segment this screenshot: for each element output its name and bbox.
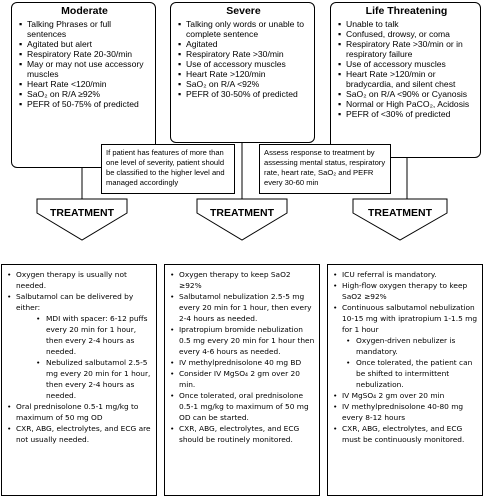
nebulization-notes-list <box>342 335 478 390</box>
list-item: ▪ Use of accessory muscles <box>338 59 475 69</box>
list-item: ▪ Unable to talk <box>338 19 475 29</box>
list-item: ▪ Confused, drowsy, or coma <box>338 29 475 39</box>
list-item: • High-flow oxygen therapy to keep SaO2 ≥92% <box>332 280 478 302</box>
list-item: • Oral prednisolone 0.5-1 mg/kg to maximum of 50 mg OD <box>6 401 152 423</box>
treatment-label-moderate: TREATMENT <box>50 207 114 219</box>
list-item: ▪ Talking Phrases or full sentences <box>19 19 150 39</box>
list-item: • MDI with spacer: 6-12 puffs every 20 min for 1 hour, then every 2-4 hours as needed. <box>16 313 152 357</box>
moderate-treatment-box <box>1 264 157 496</box>
treatment-label-life-threatening: TREATMENT <box>368 207 432 219</box>
list-item-text: Salbutamol can be delivered by either: <box>16 292 134 312</box>
life-threatening-treatment-list <box>332 269 478 445</box>
moderate-title: Moderate <box>61 5 108 17</box>
classification-note-box <box>101 144 235 194</box>
list-item: ▪ Heart Rate <120/min <box>19 79 150 89</box>
arrow-shape-moderate <box>37 199 127 240</box>
list-item: ▪ SaO₂ on R/A <92% <box>178 79 309 89</box>
list-item: ▪ PEFR of 50-75% of predicted <box>19 99 150 109</box>
list-item: ▪ Respiratory Rate >30/min or in respiratory failure <box>338 39 475 59</box>
arrow-shape-life <box>353 199 447 240</box>
severe-title: Severe <box>226 5 261 17</box>
list-item: • CXR, ABG, electrolytes, and ECG should be routinely monitored. <box>169 423 315 445</box>
list-item: • Once tolerated, oral prednisolone 0.5-1 mg/kg to maximum of 50 mg OD can be started. <box>169 390 315 423</box>
list-item: ▪ Normal or High PaCO₂, Acidosis <box>338 99 475 109</box>
list-item: • Consider IV MgSO₄ 2 gm over 20 min. <box>169 368 315 390</box>
list-item: ▪ Agitated but alert <box>19 39 150 49</box>
list-item: • Oxygen-driven nebulizer is mandatory. <box>342 335 478 357</box>
list-item: • Nebulized salbutamol 2.5-5 mg every 20 min for 1 hour, then every 2-4 hours as needed. <box>16 357 152 401</box>
list-item: • CXR, ABG, electrolytes, and ECG must be continuously monitored. <box>332 423 478 445</box>
list-item: ▪ SaO₂ on R/A ≥92% <box>19 89 150 99</box>
list-item: • IV methylprednisolone 40 mg BD <box>169 357 315 368</box>
life-threatening-title: Life Threatening <box>365 5 448 17</box>
list-item: • Oxygen therapy is usually not needed. <box>6 269 152 291</box>
moderate-criteria-list <box>19 19 150 109</box>
list-item <box>6 291 152 401</box>
severe-treatment-box <box>164 264 320 496</box>
severe-treatment-list <box>169 269 315 445</box>
list-item: ▪ Talking only words or unable to complete sentence <box>178 19 309 39</box>
list-item: • CXR, ABG, electrolytes, and ECG are not usually needed. <box>6 423 152 445</box>
list-item <box>332 302 478 390</box>
list-item: • Oxygen therapy to keep SaO2 ≥92% <box>169 269 315 291</box>
assessment-note-box <box>259 144 391 194</box>
list-item: • Salbutamol nebulization 2.5-5 mg every 20 min for 1 hour, then every 2-4 hours as needed. <box>169 291 315 324</box>
list-item-text: Continuous salbutamol nebulization 10-15 mg with ipratropium 1-1.5 mg for 1 hour <box>342 303 478 334</box>
list-item: ▪ Heart Rate >120/min or bradycardia, and silent chest <box>338 69 475 89</box>
moderate-treatment-list <box>6 269 152 445</box>
life-threatening-criteria-list <box>338 19 475 119</box>
list-item: ▪ Respiratory Rate 20-30/min <box>19 49 150 59</box>
arrow-shape-severe <box>197 199 287 240</box>
list-item: ▪ Use of accessory muscles <box>178 59 309 69</box>
list-item: ▪ SaO₂ on R/A <90% or Cyanosis <box>338 89 475 99</box>
life-threatening-treatment-box <box>327 264 483 496</box>
list-item: • IV methylprednisolone 40-80 mg every 8-12 hours <box>332 401 478 423</box>
list-item: ▪ PEFR of 30-50% of predicted <box>178 89 309 99</box>
list-item: ▪ PEFR of <30% of predicted <box>338 109 475 119</box>
list-item: ▪ Heart Rate >120/min <box>178 69 309 79</box>
list-item: ▪ Agitated <box>178 39 309 49</box>
list-item: • IV MgSO₄ 2 gm over 20 min <box>332 390 478 401</box>
list-item: • Once tolerated, the patient can be shifted to intermittent nebulization. <box>342 357 478 390</box>
severe-criteria-list <box>178 19 309 99</box>
severe-severity-box <box>170 2 315 143</box>
salbutamol-options-list <box>16 313 152 401</box>
classification-note-text: If patient has features of more than one level of severity, patient should be classified to the higher level and managed accordingly <box>106 148 225 187</box>
list-item: ▪ May or may not use accessory muscles <box>19 59 150 79</box>
life-threatening-severity-box <box>330 2 481 158</box>
treatment-label-severe: TREATMENT <box>210 207 274 219</box>
assessment-note-text: Assess response to treatment by assessing mental status, respiratory rate, heart rate, SaO₂ and PEFR every 30-60 min <box>264 148 386 187</box>
list-item: • Ipratropium bromide nebulization 0.5 mg every 20 min for 1 hour then every 4-6 hours as needed. <box>169 324 315 357</box>
list-item: ▪ Respiratory Rate >30/min <box>178 49 309 59</box>
list-item: • ICU referral is mandatory. <box>332 269 478 280</box>
